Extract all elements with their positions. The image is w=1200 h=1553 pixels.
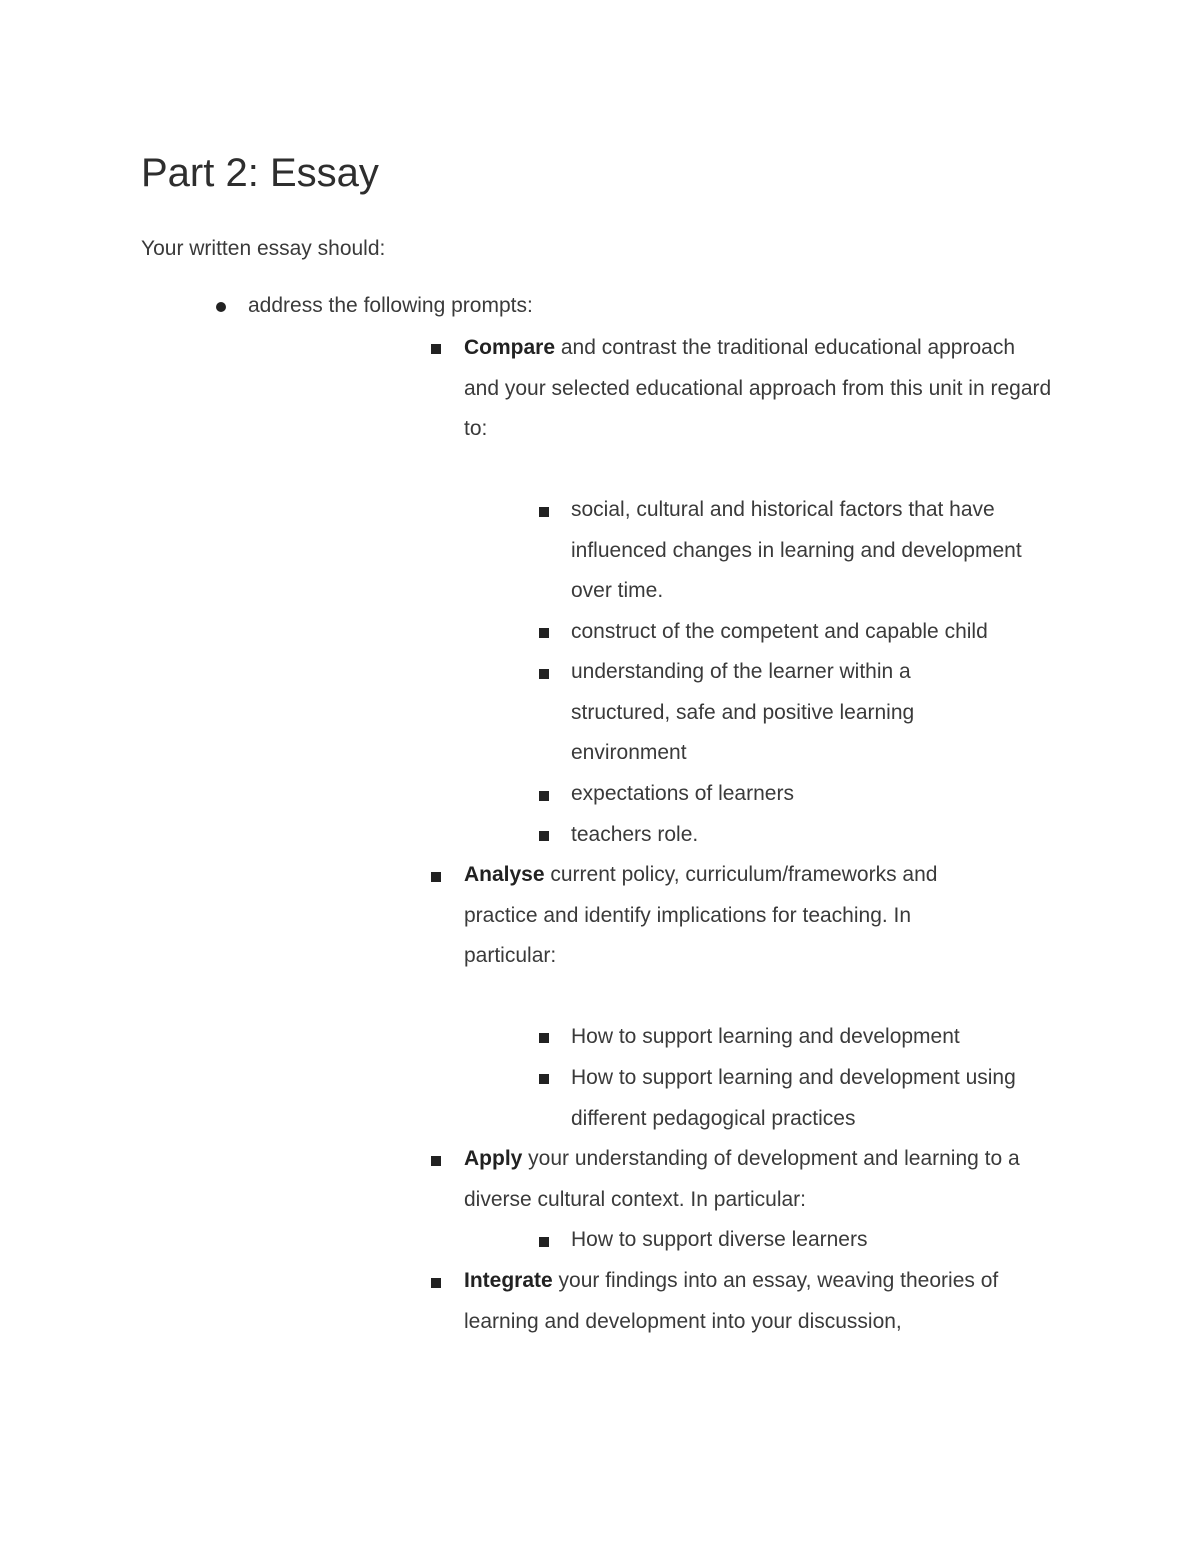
list-item-compare-sub: teachers role. [571,823,699,846]
intro-text: Your written essay should: [141,237,386,260]
list-item-prompts: address the following prompts: [248,294,533,317]
square-bullet-icon [431,872,441,882]
square-bullet-icon [431,344,441,354]
keyword-apply: Apply [464,1147,523,1170]
keyword-analyse: Analyse [464,863,545,886]
list-item-compare-sub: understanding of the learner within a structured, safe and positive learning environment [571,660,915,765]
list-item-compare [464,328,1054,450]
keyword-compare: Compare [464,336,556,359]
square-bullet-icon [539,669,549,679]
square-bullet-icon [539,1074,549,1084]
list-item-compare-sub: expectations of learners [571,782,794,805]
square-bullet-icon [539,1237,549,1247]
square-bullet-icon [539,831,549,841]
list-item-compare-sub: construct of the competent and capable child [571,620,988,643]
list-item-apply-sub: How to support diverse learners [571,1228,868,1251]
list-item-analyse-sub: How to support learning and development using different pedagogical practices [571,1066,1016,1130]
square-bullet-icon [539,791,549,801]
square-bullet-icon [431,1278,441,1288]
page-title: Part 2: Essay [141,151,379,195]
list-item-integrate [464,1261,1064,1342]
list-item-compare-sub: social, cultural and historical factors that have influenced changes in learning and development over time. [571,498,1022,603]
round-bullet-icon [216,302,226,312]
square-bullet-icon [539,628,549,638]
integrate-text: your findings into an essay, weaving theories of learning and development into your discussion, [464,1269,999,1333]
square-bullet-icon [539,1033,549,1043]
list-item-analyse [464,855,1009,977]
square-bullet-icon [431,1156,441,1166]
list-item-apply [464,1139,1064,1220]
apply-text: your understanding of development and learning to a diverse cultural context. In particular: [464,1147,1020,1211]
square-bullet-icon [539,507,549,517]
compare-text: and contrast the traditional educational approach and your selected educational approach from this unit in regard to: [464,336,1052,441]
analyse-text: current policy, curriculum/frameworks and practice and identify implications for teaching. In particular: [464,863,938,968]
list-item-analyse-sub: How to support learning and development [571,1025,960,1048]
keyword-integrate: Integrate [464,1269,553,1292]
